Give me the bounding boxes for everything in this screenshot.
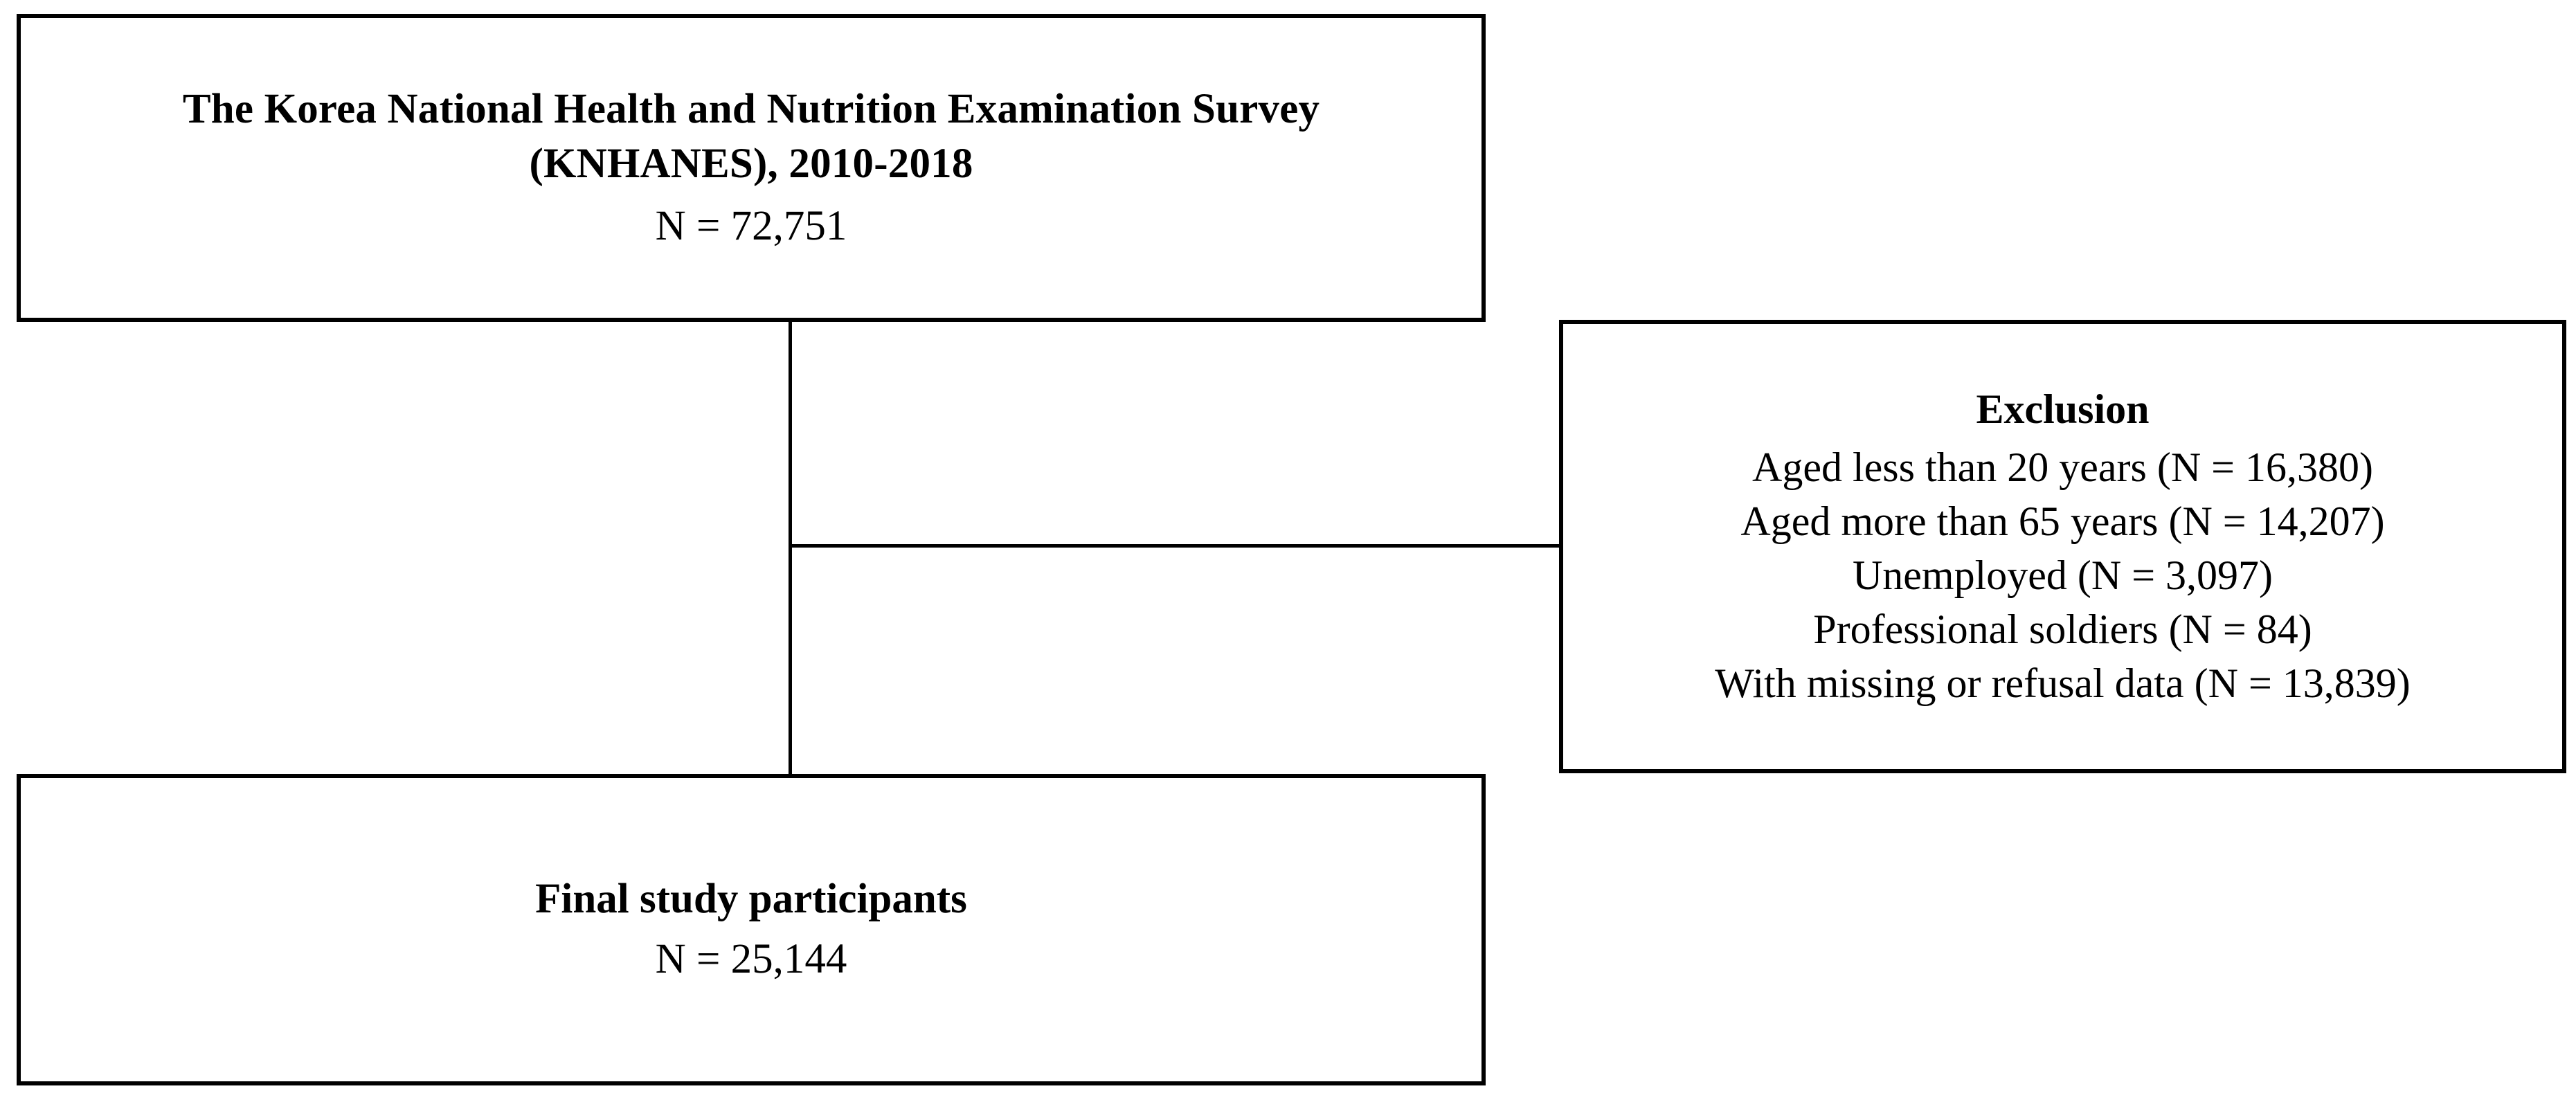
node-exclusion-item: Professional soldiers (N = 84) [1813,606,2312,652]
node-exclusion-item: Unemployed (N = 3,097) [1852,552,2273,598]
node-exclusion-item: With missing or refusal data (N = 13,839) [1715,660,2411,706]
node-survey-source-title-line1: The Korea National Health and Nutrition Examination Survey [182,85,1320,132]
node-survey-source-title-line2: (KNHANES), 2010-2018 [529,141,973,188]
node-exclusion [1559,320,2566,773]
node-survey-source [17,14,1486,322]
connector-vertical-line [789,322,792,775]
node-final-participants-count: N = 25,144 [655,936,847,983]
connector-horizontal-line-to-exclusion [789,544,1562,548]
node-survey-source-count: N = 72,751 [655,202,847,249]
node-exclusion-heading: Exclusion [1976,386,2150,433]
node-exclusion-item: Aged less than 20 years (N = 16,380) [1752,444,2373,490]
node-exclusion-item: Aged more than 65 years (N = 14,207) [1740,498,2385,544]
node-final-participants-heading: Final study participants [535,876,967,923]
node-final-participants [17,774,1486,1085]
